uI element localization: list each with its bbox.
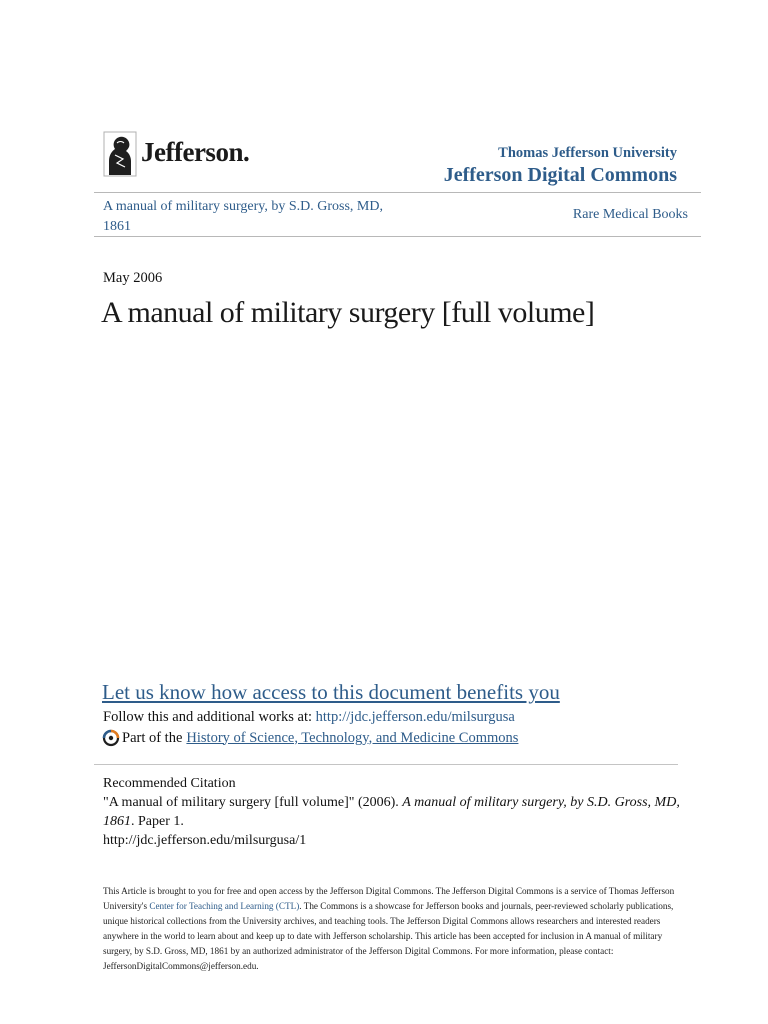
citation-quoted: "A manual of military surgery [full volume]" (2006). — [103, 795, 403, 810]
jefferson-wordmark: Jefferson. — [141, 136, 250, 167]
follow-line — [103, 709, 515, 726]
series-link[interactable]: A manual of military surgery, by S.D. Gross, MD, 1861 — [103, 199, 383, 234]
part-of-line — [102, 729, 518, 747]
collection-link[interactable]: Rare Medical Books — [572, 207, 688, 222]
citation-url[interactable]: http://jdc.jefferson.edu/milsurgusa/1 — [103, 833, 307, 848]
follow-label: Follow this and additional works at: — [103, 709, 313, 725]
ctl-link[interactable]: Center for Teaching and Learning (CTL) — [149, 901, 300, 911]
fine-print-part1: This Article is brought to you for free and open access by the Jefferson Digital Commons. The Jefferson Digital Commons is a service of Thomas Jefferson University's — [103, 886, 675, 911]
jefferson-bust-logo-icon — [103, 131, 137, 177]
part-of-label: Part of the — [122, 729, 183, 746]
citation-italic: A manual of military surgery, by S.D. Gross, MD, 1861 — [103, 795, 680, 829]
publication-date: May 2006 — [103, 270, 163, 286]
commons-link[interactable]: History of Science, Technology, and Medicine Commons — [186, 729, 519, 746]
document-title: A manual of military surgery [full volume] — [101, 296, 595, 329]
university-name[interactable]: Thomas Jefferson University — [498, 145, 677, 161]
fine-print — [103, 884, 678, 974]
follow-url-link[interactable]: http://jdc.jefferson.edu/milsurgusa — [315, 709, 515, 725]
citation-heading: Recommended Citation — [103, 776, 236, 791]
divider-citation — [94, 764, 678, 765]
jefferson-logo — [103, 130, 249, 178]
citation-text — [103, 793, 683, 831]
citation-tail: . Paper 1. — [131, 814, 184, 829]
university-header — [444, 145, 677, 187]
repository-name[interactable]: Jefferson Digital Commons — [443, 164, 677, 186]
recommended-citation — [103, 774, 683, 850]
divider-bottom — [94, 236, 701, 237]
divider-top — [94, 192, 701, 193]
benefit-feedback-link[interactable]: Let us know how access to this document benefits you — [102, 680, 560, 704]
network-commons-icon — [102, 729, 120, 747]
fine-print-part2: . The Commons is a showcase for Jefferson books and journals, peer-reviewed scholarly publications, unique historical collections from the University archives, and teaching tools. The Jefferson Digital Commons allows researchers and interested readers anywhere in the world to learn about and keep up to date with Jefferson scholarship. This article has been accepted for inclusion in A manual of military surgery, by S.D. Gross, MD, 1861 by an authorized administrator of the Jefferson Digital Commons. For more information, please contact: JeffersonDigitalCommons@jefferson.edu. — [103, 901, 674, 971]
